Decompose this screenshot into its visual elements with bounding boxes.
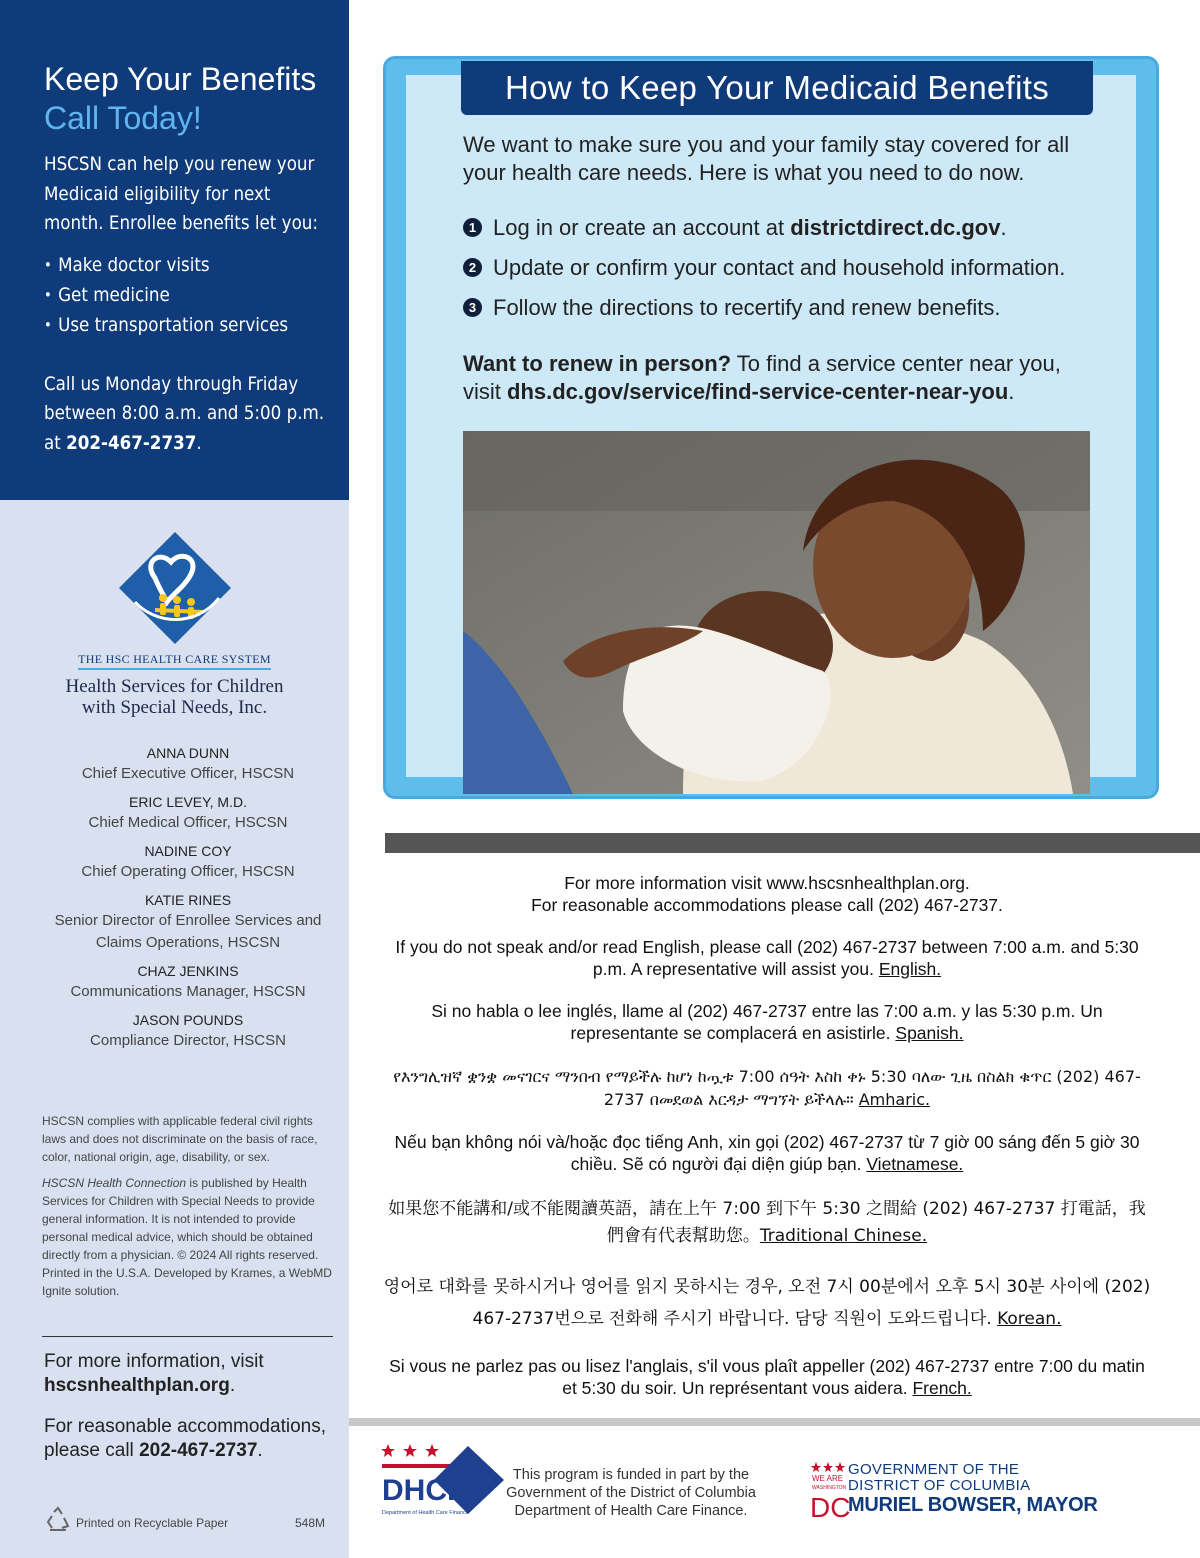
district-direct-link[interactable]: districtdirect.dc.gov: [790, 215, 1001, 240]
amharic-link[interactable]: Amharic.: [858, 1090, 931, 1109]
accommodations-info: For reasonable accommodations, please call 202-467-2737.: [44, 1416, 326, 1461]
website-link[interactable]: hscsnhealthplan.org: [44, 1375, 230, 1396]
logo-system-name: THE HSC HEALTH CARE SYSTEM: [78, 652, 271, 670]
logo-org-name: Health Services for Children with Special Needs, Inc.: [65, 676, 284, 718]
staff-name: ERIC LEVEY, M.D.: [128, 794, 247, 810]
korean-link[interactable]: Korean.: [997, 1309, 1062, 1329]
french-link[interactable]: French.: [912, 1377, 972, 1398]
language-item-french: Si vous ne parlez pas ou lisez l'anglais, s'il vous plaît appeller (202) 467-2737 entre 7:00 du matin et 5:30 du soir. Un représentant vous aidera. French.: [389, 1356, 1145, 1398]
staff-item: [30, 744, 346, 785]
mother-baby-photo: [463, 431, 1090, 794]
accommodations-phone[interactable]: 202-467-2737: [139, 1440, 258, 1461]
benefit-item: • Make doctor visits: [44, 250, 295, 280]
staff-name: KATIE RINES: [144, 892, 232, 908]
step-number-icon: 1: [463, 218, 482, 237]
staff-item: [30, 842, 346, 883]
dhcf-logo: [380, 1440, 506, 1520]
staff-name: CHAZ JENKINS: [137, 963, 239, 979]
spanish-link[interactable]: Spanish.: [895, 1022, 964, 1043]
english-link[interactable]: English.: [878, 958, 942, 979]
legal-fineprint: [42, 1112, 334, 1308]
staff-role: Chief Medical Officer, HSCSN: [88, 814, 288, 831]
hscsn-diamond-logo-icon: [115, 528, 235, 648]
staff-item: [30, 962, 346, 1003]
staff-role: Chief Operating Officer, HSCSN: [81, 863, 295, 880]
divider: [42, 1336, 333, 1337]
svg-text:DC: DC: [810, 1492, 850, 1522]
sidebar: [0, 0, 349, 1558]
svg-text:DHCF: DHCF: [382, 1474, 466, 1507]
staff-role: Chief Executive Officer, HSCSN: [81, 765, 295, 782]
sidebar-title: Keep Your Benefits: [44, 61, 317, 97]
hscsn-logo: [0, 528, 349, 718]
civil-rights-notice: HSCSN complies with applicable federal civil rights laws and does not discriminate on the basis of race, color, national origin, age, disability, or sex.: [42, 1114, 318, 1164]
card-intro: We want to make sure you and your family stay covered for all your health care needs. Here is what you need to do now.: [463, 132, 1070, 185]
staff-name: JASON POUNDS: [132, 1012, 244, 1028]
step-item: 3 Follow the directions to recertify and renew benefits.: [463, 294, 1103, 334]
language-item-vietnamese: Nếu bạn không nói và/hoặc đọc tiếng Anh, xin gọi (202) 467-2737 từ 7 giờ 00 sáng đến 5 giờ 30 chiều. Sẽ có người đại diện giúp bạn. Vietnamese.: [394, 1132, 1140, 1174]
service-center-link[interactable]: dhs.dc.gov/service/find-service-center-near-you: [507, 379, 1009, 404]
language-item-spanish: Si no habla o lee inglés, llame al (202) 467-2737 entre las 7:00 a.m. y las 5:30 p.m. Un representante se complacerá en asistirle. Spanish.: [431, 1001, 1103, 1043]
sidebar-contact-info: [44, 1350, 344, 1480]
step-number-icon: 3: [463, 298, 482, 317]
recycle-icon: [44, 1506, 72, 1534]
sidebar-subtitle: Call Today!: [44, 100, 202, 136]
benefit-item: • Use transportation services: [44, 310, 295, 340]
recycle-text: Printed on Recyclable Paper: [76, 1516, 229, 1530]
step-item: 2 Update or confirm your contact and household information.: [463, 254, 1103, 294]
staff-role: Compliance Director, HSCSN: [90, 1032, 286, 1049]
staff-item: [30, 1011, 346, 1052]
language-item-english: If you do not speak and/or read English, please call (202) 467-2737 between 7:00 a.m. and 5:30 p.m. A representative will assist you. English.: [395, 937, 1139, 979]
staff-name: ANNA DUNN: [146, 745, 230, 761]
language-item-amharic: የእንግሊዝኛ ቋንቋ መናገርና ማንበብ የማይችሉ ከሆነ ከጧቱ 7:00 ሰዓት እስከ ቀኑ 5:30 ባለው ጊዜ በስልክ ቁጥር (202) 467-2737 በመደወል እርዳታ ማግኘት ይችላሉ። Amharic.: [393, 1067, 1141, 1109]
staff-item: [30, 891, 346, 954]
funding-statement: This program is funded in part by the Government of the District of Columbia Department of Health Care Finance.: [506, 1467, 756, 1519]
steps-list: [463, 214, 1103, 334]
step-item: 1 Log in or create an account at districtdirect.dc.gov.: [463, 214, 1103, 254]
language-item-chinese: 如果您不能講和/或不能閱讀英語，請在上午 7:00 到下午 5:30 之間給 (202) 467-2737 打電話，我們會有代表幫助您。Traditional Chinese.: [388, 1199, 1146, 1246]
svg-text:Department of Health Care Fina: Department of Health Care Finance: [382, 1510, 469, 1516]
recycle-note: [44, 1506, 329, 1536]
language-assistance: [383, 873, 1151, 1420]
svg-text:WASHINGTON: WASHINGTON: [812, 1485, 847, 1491]
in-person-renewal: Want to renew in person? To find a service center near you, visit dhs.dc.gov/service/find-service-center-near-you.: [463, 351, 1061, 404]
vietnamese-link[interactable]: Vietnamese.: [866, 1153, 964, 1174]
section-divider-bar: [385, 833, 1200, 853]
staff-name: NADINE COY: [144, 843, 232, 859]
benefit-item: • Get medicine: [44, 280, 295, 310]
sidebar-callout: [0, 0, 349, 500]
footer-divider: [349, 1418, 1200, 1426]
publication-notice: HSCSN Health Connection is published by Health Services for Children with Special Needs to provide general information. It is not intended to provide personal medical advice, which should be obtained directly from a physician. © 2024 All rights reserved. Printed in the U.S.A. Developed by Krames, a WebMD Ignite solution.: [42, 1176, 332, 1298]
staff-role: Senior Director of Enrollee Services and Claims Operations, HSCSN: [54, 912, 322, 951]
language-item-korean: 영어로 대화를 못하시거나 영어를 읽지 못하시는 경우, 오전 7시 00분에서 오후 5시 30분 사이에 (202) 467-2737번으로 전화해 주시기 바랍니다. 담당 직원이 도와드립니다. Korean.: [383, 1277, 1151, 1329]
publication-code: 548M: [294, 1516, 325, 1530]
info-lines: For more information visit www.hscsnhealthplan.org. For reasonable accommodations please call (202) 467-2737.: [531, 873, 1003, 915]
staff-role: Communications Manager, HSCSN: [70, 983, 306, 1000]
svg-text:WE ARE: WE ARE: [812, 1474, 844, 1483]
benefits-list: [44, 250, 329, 340]
staff-item: [30, 793, 346, 834]
sidebar-intro: HSCSN can help you renew your Medicaid eligibility for next month. Enrollee benefits let you:: [44, 153, 319, 234]
call-phone[interactable]: 202-467-2737: [66, 431, 197, 454]
chinese-link[interactable]: Traditional Chinese.: [759, 1226, 928, 1246]
step-number-icon: 2: [463, 258, 482, 277]
call-hours: Call us Monday through Friday between 8:00 a.m. and 5:00 p.m. at 202-467-2737.: [44, 372, 325, 454]
more-info: For more information, visit hscsnhealthplan.org.: [44, 1351, 264, 1396]
staff-list: [30, 744, 346, 1060]
dc-government-text: GOVERNMENT OF THE DISTRICT OF COLUMBIA MURIEL BOWSER, MAYOR: [848, 1461, 1098, 1516]
card-title: How to Keep Your Medicaid Benefits: [461, 61, 1093, 115]
